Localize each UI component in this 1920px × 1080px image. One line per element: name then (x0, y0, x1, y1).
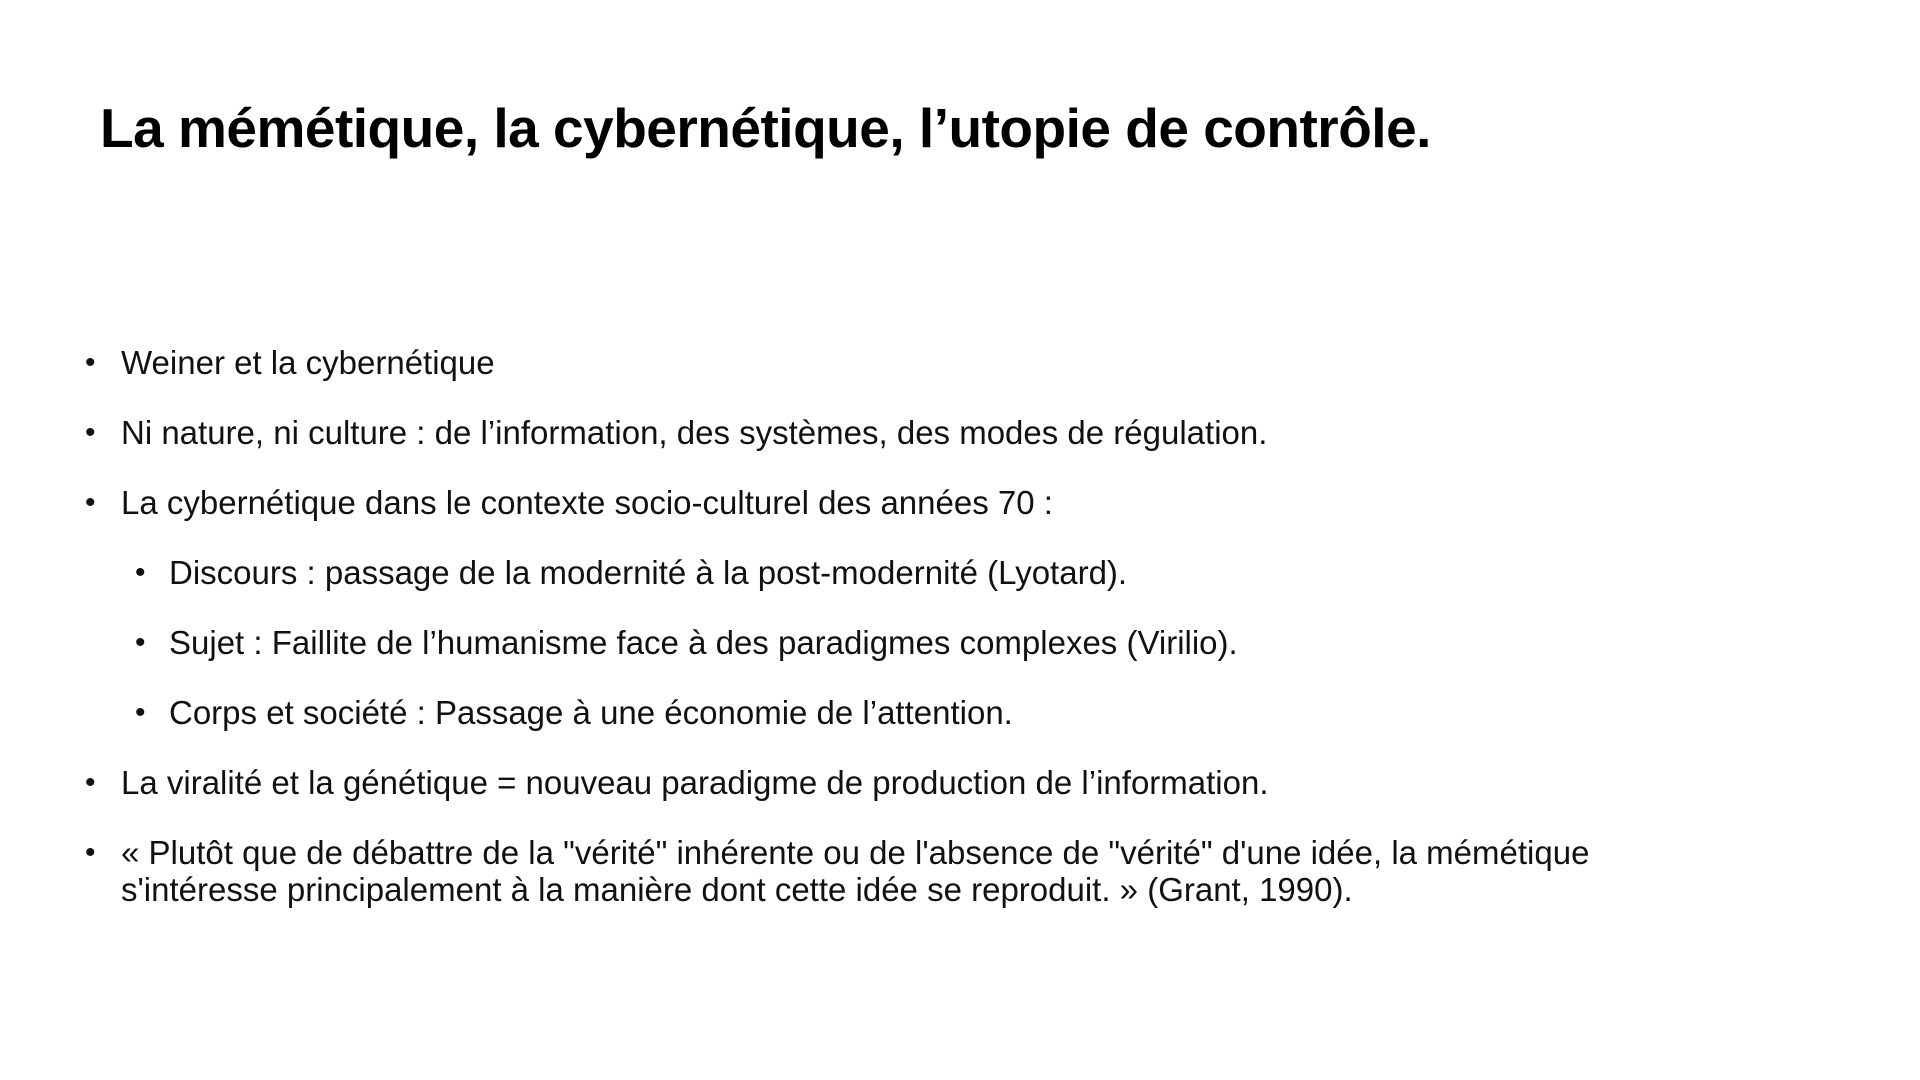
bullet-item (0, 764, 1741, 801)
sub-bullet-item (0, 694, 1729, 731)
bullet-item (0, 344, 1741, 381)
sub-bullet-item (0, 554, 1729, 591)
bullet-list (0, 344, 1920, 941)
sub-bullet-item (0, 624, 1729, 661)
sub-bullet-text: Sujet : Faillite de l’humanisme face à des paradigmes complexes (Virilio). (169, 624, 1238, 661)
bullet-dot-icon: • (85, 766, 96, 799)
bullet-dot-icon: • (85, 486, 96, 519)
bullet-dot-icon: • (85, 346, 96, 379)
bullet-text: La viralité et la génétique = nouveau paradigme de production de l’information. (121, 764, 1269, 801)
bullet-dot-icon: • (85, 836, 96, 869)
bullet-item (0, 414, 1741, 451)
sub-bullet-text: Discours : passage de la modernité à la post-modernité (Lyotard). (169, 554, 1128, 591)
bullet-dot-icon: • (135, 696, 146, 729)
sub-bullet-text: Corps et société : Passage à une économie de l’attention. (169, 694, 1013, 731)
bullet-dot-icon: • (135, 556, 146, 589)
bullet-text: Weiner et la cybernétique (121, 344, 495, 381)
bullet-dot-icon: • (135, 626, 146, 659)
bullet-text: Ni nature, ni culture : de l’information, des systèmes, des modes de régulation. (121, 414, 1268, 451)
slide-title: La mémétique, la cybernétique, l’utopie de contrôle. (100, 97, 1431, 159)
bullet-text: « Plutôt que de débattre de la "vérité" inhérente ou de l'absence de "vérité" d'une idée, la mémétique s'intéresse principalement à la manière dont cette idée se reproduit. » (Grant, 1990). (121, 834, 1590, 908)
bullet-text: La cybernétique dans le contexte socio-culturel des années 70 : (121, 484, 1053, 521)
bullet-dot-icon: • (85, 416, 96, 449)
bullet-item (0, 484, 1741, 521)
bullet-item (0, 834, 1741, 908)
